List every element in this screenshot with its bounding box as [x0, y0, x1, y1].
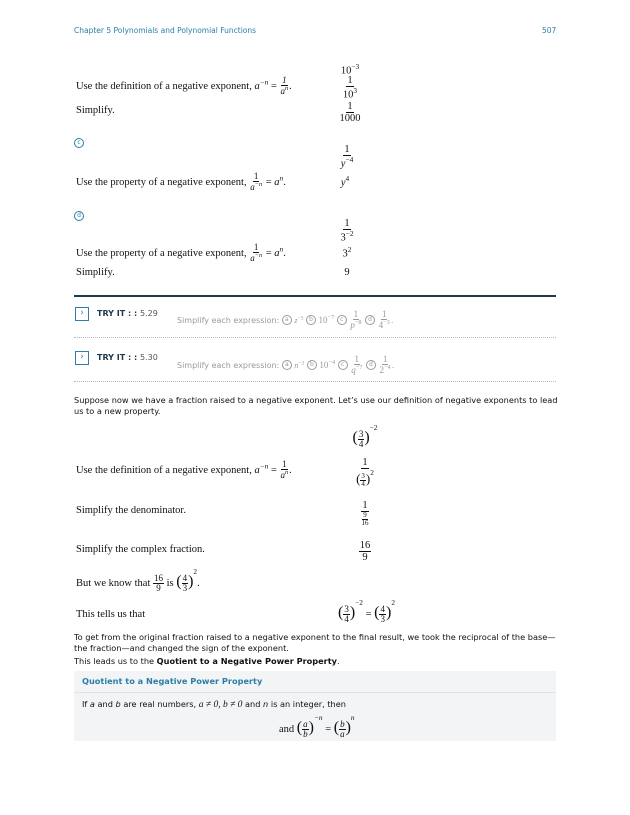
step-d-row2-label: Simplify. — [76, 267, 115, 278]
frac-step-row2-label: Simplify the denominator. — [76, 505, 186, 516]
page-number: 507 — [542, 26, 557, 35]
frac-step-tells-equation: ( $\frac{3}{4}$ )$^{-2}$ = ( $\frac{4}{3}$ )$^2$ — [338, 598, 395, 625]
step-d-row2-result: 9 — [344, 267, 350, 278]
frac-step-start: ( $\frac{3}{4}$ )$^{-2}$ — [352, 423, 378, 450]
step-b-row1-result: $\frac{1}{10^3}$ — [342, 75, 358, 101]
frac-step-row3-label: Simplify the complex fraction. — [76, 544, 205, 555]
try-it-label-2: TRY IT : : 5.30 — [97, 353, 158, 362]
property-title: Quotient to a Negative Power Property — [74, 671, 556, 693]
step-c-row1-label: Use the property of a negative exponent, $\frac{1}{a^{-n}}$ = $a^n$. — [76, 171, 286, 193]
step-d-row1-result: $3^2$ — [342, 245, 352, 260]
step-b-row1-label: Use the definition of a negative exponent, $a^{-n}$ = $\frac{1}{a^n}$ . — [76, 75, 292, 97]
step-c-row1-result: $y^4$ — [340, 174, 350, 189]
frac-step-row1-result: 1 ( $\frac{3}{4}$ )$^2$ — [356, 457, 374, 489]
frac-step-row3-result: $\frac{16}{9}$ — [359, 540, 371, 564]
step-b-row2-result: $\frac{1}{1000}$ — [339, 101, 361, 125]
try-it-prompt-2: Simplify each expression: a $n^{-2}$ b $10^{-4}$ c $\frac{1}{q^{-7}}$ d $\frac{1}{2^{-4}}$ . — [177, 354, 395, 376]
step-c-start: $\frac{1}{y^{-4}}$ — [340, 144, 354, 170]
chevron-right-icon: › — [80, 352, 84, 362]
part-d-marker: d — [74, 205, 84, 224]
frac-step-know: But we know that $\frac{16}{9}$ is ( $\frac{4}{3}$ )$^2$. — [76, 567, 200, 594]
chevron-right-icon: › — [80, 308, 84, 318]
try-it-expand-button[interactable] — [75, 307, 89, 321]
part-c-marker: c — [74, 132, 84, 151]
step-b-start: $10^{-3}$ — [340, 62, 360, 77]
property-box — [74, 671, 556, 741]
step-d-row1-label: Use the property of a negative exponent, $\frac{1}{a^{-n}}$ = $a^n$. — [76, 242, 286, 264]
frac-step-row1-label: Use the definition of a negative exponent, $a^{-n}$ = $\frac{1}{a^n}$ . — [76, 459, 292, 481]
intro-paragraph: Suppose now we have a fraction raised to a negative exponent. Let’s use our definition of negative exponents to lead us to a new property. — [74, 395, 558, 416]
try-it-separator — [74, 337, 556, 338]
chapter-header: Chapter 5 Polynomials and Polynomial Functions — [74, 26, 257, 35]
leads-sentence: This leads us to the Quotient to a Negative Power Property. — [74, 656, 340, 666]
frac-step-row2-result: $\frac{1}{\frac{9}{16}}$ — [361, 500, 369, 528]
try-it-expand-button-2[interactable] — [75, 351, 89, 365]
step-b-row2-label: Simplify. — [76, 105, 115, 116]
frac-step-tells-label: This tells us that — [76, 609, 146, 620]
try-it-label: TRY IT : : 5.29 — [97, 309, 158, 318]
try-it-divider — [74, 295, 556, 297]
try-it-prompt: Simplify each expression: a $z^{-3}$ b $10^{-7}$ c $\frac{1}{p^{-8}}$ d $\frac{1}{4^{-3}}$ . — [177, 309, 394, 331]
conclusion-paragraph: To get from the original fraction raised to a negative exponent to the final result, we took the reciprocal of the base—the fraction—and changed the sign of the exponent. — [74, 632, 556, 653]
try-it-separator-2 — [74, 381, 556, 382]
property-formula: and ( $\frac{a}{b}$ )$^{-n}$ = ( $\frac{b}{a}$ )$^n$ — [279, 713, 355, 740]
step-d-start: $\frac{1}{3^{-2}}$ — [340, 218, 354, 244]
property-condition: If a and b are real numbers, a ≠ 0, b ≠ 0 and n is an integer, then — [82, 699, 346, 710]
